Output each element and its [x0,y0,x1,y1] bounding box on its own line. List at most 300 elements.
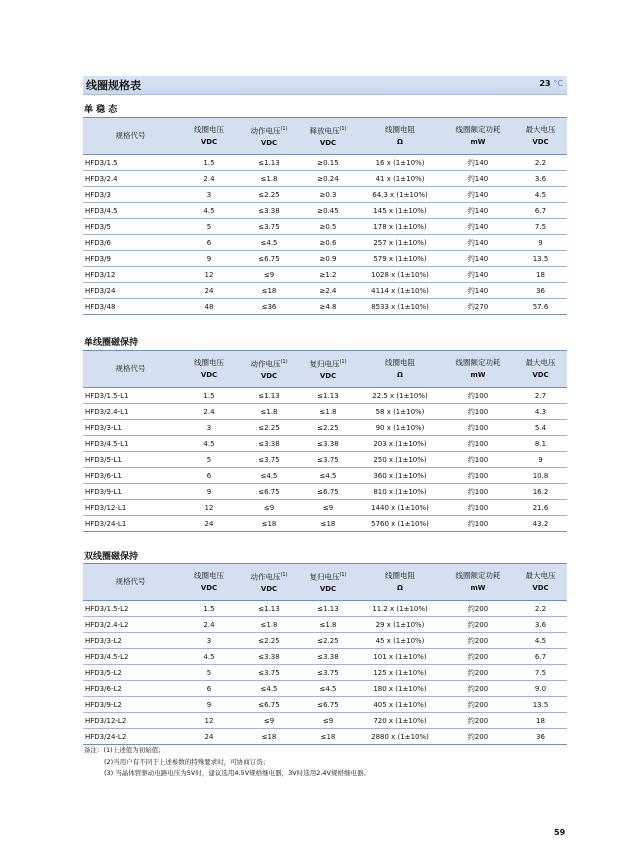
coil-voltage-cell: 9 [178,697,240,713]
rated-power-cell: 约140 [442,203,514,219]
rated-power-cell: 约100 [442,388,514,404]
model-code-cell: HFD3/9-L1 [83,484,178,500]
table-row [83,601,567,617]
coil-voltage-header-label: 线圈电压 [194,358,224,367]
pickup-voltage-cell: ≤4.5 [240,681,298,697]
coil-resistance-cell: 8533 x (1±10%) [358,299,442,315]
resistance-header [358,351,442,388]
code-header-label: 规格代号 [115,577,146,586]
pickup-voltage-cell: ≤18 [240,516,298,532]
rated-power-cell: 约270 [442,299,514,315]
power-header-unit: mW [470,371,486,379]
power-header-label: 线圈额定功耗 [455,358,501,367]
title-bar [83,76,567,95]
max-voltage-cell: 16.2 [514,484,567,500]
model-code-cell: HFD3/3 [83,187,178,203]
max-voltage-cell: 4.3 [514,404,567,420]
coil-voltage-cell: 12 [178,267,240,283]
resistance-header-unit: Ω [397,584,403,592]
release-voltage-cell: ≥1.2 [298,267,358,283]
code-header [83,118,178,155]
release-voltage-cell: ≥0.6 [298,235,358,251]
temperature-value: 23 [539,79,551,88]
release-voltage-cell: ≥0.3 [298,187,358,203]
resistance-header [358,564,442,601]
resistance-header-label: 线圈电阻 [385,358,415,367]
pickup-voltage-cell: ≤1.8 [240,617,298,633]
resistance-header-unit: Ω [397,138,403,146]
model-code-cell: HFD3/1.5 [83,155,178,171]
table-row [83,729,567,745]
reset-voltage-header-unit: VDC [319,585,337,594]
model-code-cell: HFD3/12-L2 [83,713,178,729]
model-code-cell: HFD3/5-L2 [83,665,178,681]
max-voltage-cell: 9.0 [514,681,567,697]
rated-power-cell: 约100 [442,516,514,532]
coil-resistance-cell: 16 x (1±10%) [358,155,442,171]
table-body [83,601,567,745]
code-header [83,351,178,388]
coil-voltage-cell: 2.4 [178,617,240,633]
max-voltage-cell: 7.5 [514,665,567,681]
table-row [83,697,567,713]
reset-voltage-cell: ≤1.13 [298,388,358,404]
table-body [83,155,567,315]
note-line-1 [84,745,370,757]
coil-voltage-cell: 2.4 [178,404,240,420]
max-voltage-header-label: 最大电压 [525,571,556,580]
table-row [83,171,567,187]
rated-power-cell: 约140 [442,235,514,251]
coil-voltage-cell: 48 [178,299,240,315]
pickup-voltage-cell: ≤9 [240,713,298,729]
pickup-voltage-cell: ≤2.25 [240,633,298,649]
coil-voltage-header-label: 线圈电压 [194,571,224,580]
code-header [83,564,178,601]
table-row [83,299,567,315]
rated-power-cell: 约100 [442,484,514,500]
pickup-voltage-cell: ≤9 [240,500,298,516]
model-code-cell: HFD3/3-L2 [83,633,178,649]
reset-voltage-cell: ≤4.5 [298,468,358,484]
max-voltage-cell: 36 [514,283,567,299]
model-code-cell: HFD3/6-L2 [83,681,178,697]
header-row [83,564,567,601]
max-voltage-cell: 5.4 [514,420,567,436]
release-voltage-header-unit: VDC [319,139,337,148]
pickup-voltage-header [240,351,298,388]
reset-voltage-cell: ≤18 [298,516,358,532]
model-code-cell: HFD3/2.4-L1 [83,404,178,420]
max-voltage-header [514,351,567,388]
model-code-cell: HFD3/5-L1 [83,452,178,468]
reset-voltage-header-unit: VDC [319,372,337,381]
table-row [83,633,567,649]
release-voltage-header [298,118,358,155]
resistance-header [358,118,442,155]
model-code-cell: HFD3/24-L1 [83,516,178,532]
max-voltage-cell: 4.5 [514,633,567,649]
pickup-voltage-header [240,564,298,601]
table-single-stable [83,117,567,315]
coil-voltage-header-unit: VDC [200,371,218,379]
table-header [83,351,567,388]
coil-voltage-cell: 24 [178,283,240,299]
note-item: (2)当用户有不同于上述参数的特殊要求时，可协商订货； [104,757,270,766]
model-code-cell: HFD3/48 [83,299,178,315]
rated-power-cell: 约200 [442,633,514,649]
reset-voltage-cell: ≤4.5 [298,681,358,697]
power-header [442,118,514,155]
release-voltage-cell: ≥2.4 [298,283,358,299]
notes [84,745,370,780]
pickup-voltage-cell: ≤3.38 [240,203,298,219]
model-code-cell: HFD3/24-L2 [83,729,178,745]
reset-voltage-header-label: 复归电压 [309,572,340,582]
footnote-mark: (1) [339,125,347,132]
max-voltage-header-unit: VDC [532,371,549,379]
coil-voltage-header [178,564,240,601]
rated-power-cell: 约200 [442,681,514,697]
max-voltage-cell: 2.2 [514,155,567,171]
pickup-voltage-header [240,118,298,155]
table-single-coil-latching [83,350,567,532]
table-row [83,404,567,420]
coil-voltage-header [178,351,240,388]
pickup-voltage-cell: ≤2.25 [240,187,298,203]
pickup-voltage-cell: ≤18 [240,283,298,299]
reset-voltage-cell: ≤3.75 [298,452,358,468]
coil-resistance-cell: 145 x (1±10%) [358,203,442,219]
max-voltage-cell: 7.5 [514,219,567,235]
power-header-label: 线圈额定功耗 [455,125,501,134]
max-voltage-cell: 6.7 [514,203,567,219]
coil-voltage-cell: 6 [178,468,240,484]
pickup-voltage-cell: ≤9 [240,267,298,283]
power-header [442,564,514,601]
pickup-voltage-cell: ≤1.8 [240,171,298,187]
rated-power-cell: 约200 [442,665,514,681]
table-row [83,436,567,452]
coil-voltage-cell: 9 [178,484,240,500]
model-code-cell: HFD3/12-L1 [83,500,178,516]
table-row [83,665,567,681]
reset-voltage-cell: ≤9 [298,500,358,516]
coil-voltage-cell: 3 [178,633,240,649]
pickup-voltage-cell: ≤3.75 [240,665,298,681]
table-row [83,452,567,468]
coil-voltage-cell: 12 [178,713,240,729]
coil-resistance-cell: 405 x (1±10%) [358,697,442,713]
release-voltage-cell: ≥0.15 [298,155,358,171]
coil-resistance-cell: 45 x (1±10%) [358,633,442,649]
model-code-cell: HFD3/2.4-L2 [83,617,178,633]
coil-resistance-cell: 720 x (1±10%) [358,713,442,729]
pickup-voltage-cell: ≤1.13 [240,155,298,171]
pickup-voltage-cell: ≤6.75 [240,484,298,500]
table-row [83,155,567,171]
page-number: 59 [554,828,566,837]
reset-voltage-cell: ≤18 [298,729,358,745]
table-row [83,235,567,251]
rated-power-cell: 约140 [442,155,514,171]
table-header [83,118,567,155]
rated-power-cell: 约200 [442,601,514,617]
rated-power-cell: 约100 [442,452,514,468]
coil-voltage-cell: 1.5 [178,155,240,171]
model-code-cell: HFD3/24 [83,283,178,299]
release-voltage-cell: ≥4.8 [298,299,358,315]
coil-voltage-cell: 5 [178,452,240,468]
notes-label: 备注： [84,746,104,754]
reset-voltage-cell: ≤3.38 [298,649,358,665]
table-row [83,681,567,697]
pickup-voltage-header-unit: VDC [260,139,278,148]
coil-voltage-cell: 4.5 [178,436,240,452]
model-code-cell: HFD3/4.5-L2 [83,649,178,665]
max-voltage-cell: 13.5 [514,251,567,267]
pickup-voltage-cell: ≤4.5 [240,468,298,484]
coil-voltage-cell: 4.5 [178,649,240,665]
pickup-voltage-cell: ≤1.13 [240,388,298,404]
resistance-header-label: 线圈电阻 [385,571,415,580]
release-voltage-cell: ≥0.24 [298,171,358,187]
rated-power-cell: 约140 [442,283,514,299]
table-row [83,484,567,500]
coil-resistance-cell: 58 x (1±10%) [358,404,442,420]
max-voltage-header-label: 最大电压 [525,358,556,367]
rated-power-cell: 约140 [442,171,514,187]
pickup-voltage-cell: ≤3.75 [240,452,298,468]
rated-power-cell: 约140 [442,219,514,235]
table-double-coil-latching [83,563,567,745]
header-row [83,118,567,155]
table-header [83,564,567,601]
table-row [83,283,567,299]
rated-power-cell: 约100 [442,468,514,484]
model-code-cell: HFD3/4.5 [83,203,178,219]
model-code-cell: HFD3/9 [83,251,178,267]
max-voltage-header [514,118,567,155]
coil-resistance-cell: 11.2 x (1±10%) [358,601,442,617]
table-row [83,713,567,729]
table-row [83,203,567,219]
coil-voltage-cell: 1.5 [178,388,240,404]
model-code-cell: HFD3/1.5-L2 [83,601,178,617]
rated-power-cell: 约140 [442,267,514,283]
coil-resistance-cell: 90 x (1±10%) [358,420,442,436]
coil-resistance-cell: 4114 x (1±10%) [358,283,442,299]
release-voltage-cell: ≥0.45 [298,203,358,219]
coil-voltage-header-unit: VDC [200,584,218,592]
reset-voltage-cell: ≤6.75 [298,484,358,500]
model-code-cell: HFD3/6 [83,235,178,251]
coil-resistance-cell: 29 x (1±10%) [358,617,442,633]
rated-power-cell: 约100 [442,420,514,436]
pickup-voltage-header-unit: VDC [260,585,278,594]
rated-power-cell: 约140 [442,251,514,267]
table-row [83,267,567,283]
max-voltage-cell: 3.6 [514,171,567,187]
pickup-voltage-cell: ≤3.38 [240,436,298,452]
note-item: (3) 当晶体管驱动电路电压为5V时，建议选用4.5V规格继电器，3V时选用2.4V规格继电器。 [104,769,371,777]
model-code-cell: HFD3/6-L1 [83,468,178,484]
coil-resistance-cell: 2880 x (1±10%) [358,729,442,745]
table-row [83,468,567,484]
table-row [83,251,567,267]
reset-voltage-cell: ≤1.13 [298,601,358,617]
table-row [83,420,567,436]
table-body [83,388,567,532]
reset-voltage-cell: ≤3.38 [298,436,358,452]
coil-resistance-cell: 1028 x (1±10%) [358,267,442,283]
coil-resistance-cell: 64.3 x (1±10%) [358,187,442,203]
max-voltage-cell: 21.6 [514,500,567,516]
coil-resistance-cell: 180 x (1±10%) [358,681,442,697]
model-code-cell: HFD3/1.5-L1 [83,388,178,404]
table-row [83,500,567,516]
coil-resistance-cell: 178 x (1±10%) [358,219,442,235]
coil-resistance-cell: 257 x (1±10%) [358,235,442,251]
max-voltage-cell: 18 [514,267,567,283]
note-item: (1)上述值为初始值； [103,746,165,754]
coil-voltage-cell: 4.5 [178,203,240,219]
pickup-voltage-cell: ≤1.13 [240,601,298,617]
max-voltage-header-unit: VDC [532,138,549,146]
pickup-voltage-cell: ≤3.38 [240,649,298,665]
model-code-cell: HFD3/4.5-L1 [83,436,178,452]
coil-resistance-cell: 5760 x (1±10%) [358,516,442,532]
coil-voltage-cell: 3 [178,420,240,436]
reset-voltage-cell: ≤2.25 [298,633,358,649]
release-voltage-cell: ≥0.9 [298,251,358,267]
coil-voltage-cell: 6 [178,235,240,251]
rated-power-cell: 约200 [442,729,514,745]
rated-power-cell: 约200 [442,713,514,729]
code-header-label: 规格代号 [115,131,146,140]
max-voltage-cell: 18 [514,713,567,729]
coil-voltage-cell: 5 [178,665,240,681]
coil-resistance-cell: 22.5 x (1±10%) [358,388,442,404]
page-title: 线圈规格表 [86,79,141,92]
power-header-unit: mW [470,138,486,146]
max-voltage-header-unit: VDC [532,584,549,592]
temperature-unit: °C [553,79,563,88]
section-title-single-stable: 单 稳 态 [84,105,118,115]
release-voltage-cell: ≥0.5 [298,219,358,235]
reset-voltage-cell: ≤2.25 [298,420,358,436]
coil-resistance-cell: 203 x (1±10%) [358,436,442,452]
section-title-single-coil-latching: 单线圈磁保持 [84,338,139,348]
coil-resistance-cell: 360 x (1±10%) [358,468,442,484]
footnote-mark: (1) [280,125,288,132]
model-code-cell: HFD3/3-L1 [83,420,178,436]
rated-power-cell: 约100 [442,500,514,516]
footnote-mark: (1) [339,571,347,578]
max-voltage-cell: 43.2 [514,516,567,532]
max-voltage-cell: 8.1 [514,436,567,452]
max-voltage-cell: 9 [514,235,567,251]
reset-voltage-cell: ≤1.8 [298,617,358,633]
model-code-cell: HFD3/12 [83,267,178,283]
power-header-label: 线圈额定功耗 [455,571,501,580]
reset-voltage-cell: ≤9 [298,713,358,729]
release-voltage-header-label: 释放电压 [309,126,340,136]
coil-resistance-cell: 41 x (1±10%) [358,171,442,187]
pickup-voltage-header-label: 动作电压 [250,359,281,369]
max-voltage-cell: 13.5 [514,697,567,713]
coil-voltage-cell: 3 [178,187,240,203]
coil-voltage-header-unit: VDC [200,138,218,146]
reset-voltage-cell: ≤3.75 [298,665,358,681]
footnote-mark: (1) [280,358,288,365]
coil-voltage-header [178,118,240,155]
code-header-label: 规格代号 [115,364,146,373]
pickup-voltage-header-label: 动作电压 [250,126,281,136]
table-row [83,388,567,404]
coil-voltage-header-label: 线圈电压 [194,125,224,134]
power-header-unit: mW [470,584,486,592]
resistance-header-unit: Ω [397,371,403,379]
resistance-header-label: 线圈电阻 [385,125,415,134]
coil-resistance-cell: 579 x (1±10%) [358,251,442,267]
table-row [83,516,567,532]
rated-power-cell: 约100 [442,436,514,452]
coil-resistance-cell: 1440 x (1±10%) [358,500,442,516]
coil-resistance-cell: 101 x (1±10%) [358,649,442,665]
coil-voltage-cell: 5 [178,219,240,235]
pickup-voltage-cell: ≤1.8 [240,404,298,420]
pickup-voltage-cell: ≤6.75 [240,251,298,267]
pickup-voltage-cell: ≤36 [240,299,298,315]
coil-resistance-cell: 250 x (1±10%) [358,452,442,468]
model-code-cell: HFD3/5 [83,219,178,235]
max-voltage-cell: 6.7 [514,649,567,665]
reset-voltage-header [298,351,358,388]
model-code-cell: HFD3/2.4 [83,171,178,187]
max-voltage-cell: 36 [514,729,567,745]
reset-voltage-cell: ≤6.75 [298,697,358,713]
max-voltage-cell: 3.6 [514,617,567,633]
max-voltage-header-label: 最大电压 [525,125,556,134]
table-row [83,219,567,235]
model-code-cell: HFD3/9-L2 [83,697,178,713]
pickup-voltage-cell: ≤18 [240,729,298,745]
footnote-mark: (1) [339,358,347,365]
table-row [83,617,567,633]
max-voltage-header [514,564,567,601]
pickup-voltage-header-unit: VDC [260,372,278,381]
pickup-voltage-cell: ≤3.75 [240,219,298,235]
table-row [83,649,567,665]
temperature-label [539,79,563,88]
pickup-voltage-header-label: 动作电压 [250,572,281,582]
coil-voltage-cell: 2.4 [178,171,240,187]
rated-power-cell: 约100 [442,404,514,420]
rated-power-cell: 约140 [442,187,514,203]
coil-voltage-cell: 6 [178,681,240,697]
coil-resistance-cell: 125 x (1±10%) [358,665,442,681]
rated-power-cell: 约200 [442,617,514,633]
table-row [83,187,567,203]
max-voltage-cell: 2.2 [514,601,567,617]
power-header [442,351,514,388]
rated-power-cell: 约200 [442,697,514,713]
max-voltage-cell: 4.5 [514,187,567,203]
coil-voltage-cell: 12 [178,500,240,516]
coil-voltage-cell: 9 [178,251,240,267]
reset-voltage-cell: ≤1.8 [298,404,358,420]
